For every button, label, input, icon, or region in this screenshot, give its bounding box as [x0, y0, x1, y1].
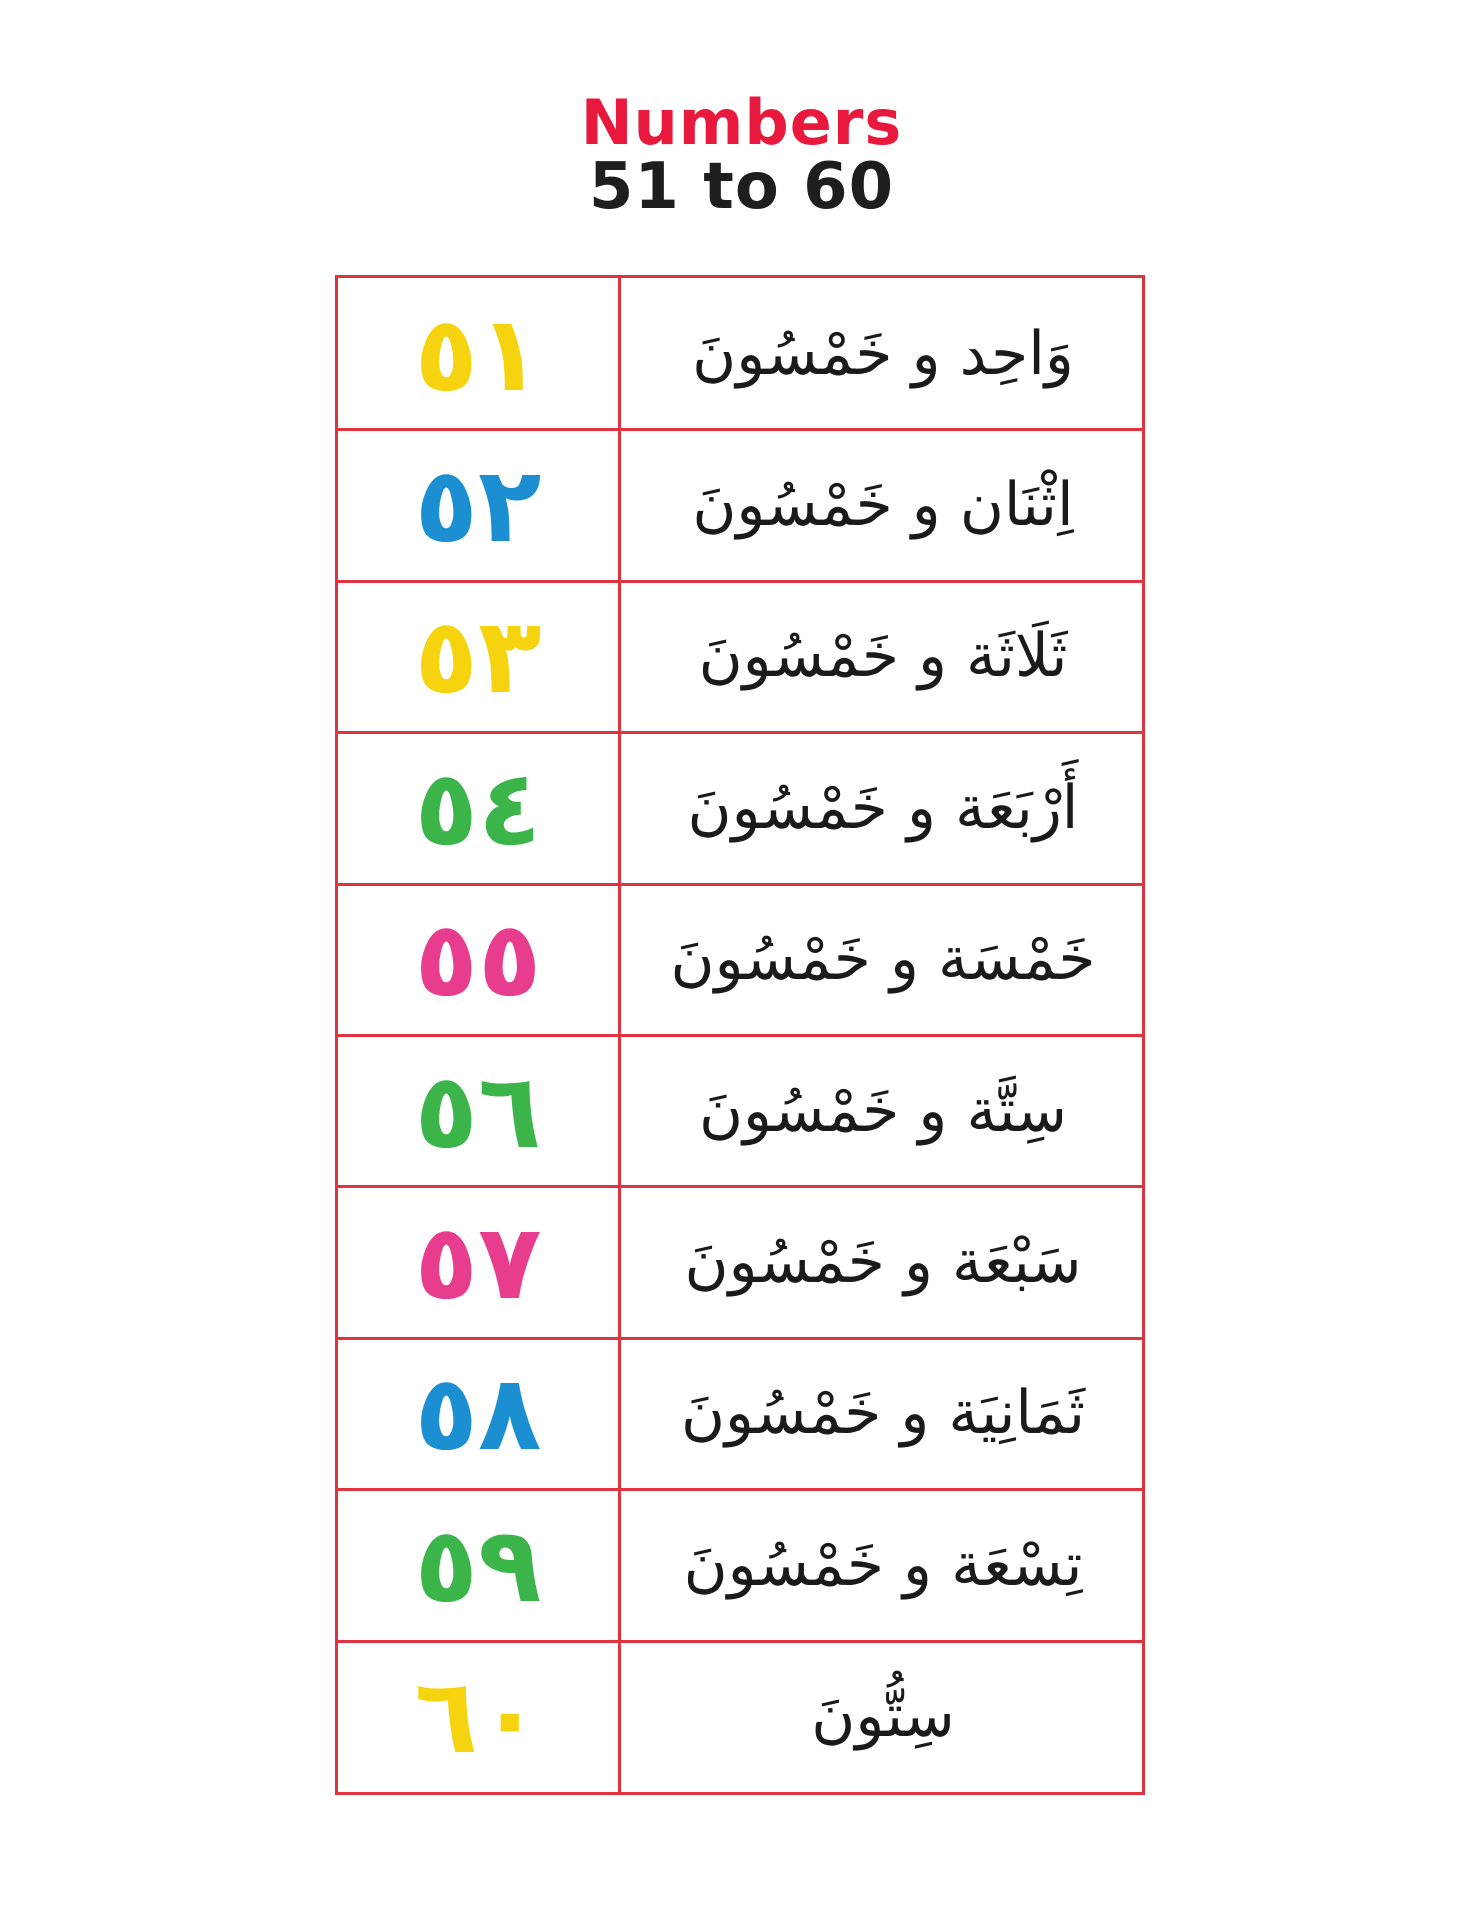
arabic-numeral: ٥٣ [414, 595, 542, 718]
title-numbers: Numbers [580, 86, 903, 159]
arabic-numeral: ٥٩ [414, 1503, 542, 1626]
table-row [338, 1035, 1142, 1186]
arabic-number-word: تِسْعَة و خَمْسُونَ [683, 1529, 1083, 1600]
arabic-number-word: ثَلَاثَة و خَمْسُونَ [698, 621, 1068, 692]
numbers-table [335, 275, 1145, 1795]
table-row [338, 732, 1142, 883]
table-row [338, 884, 1142, 1035]
table-row [338, 1489, 1142, 1640]
arabic-number-word: ثَمَانِيَة و خَمْسُونَ [680, 1378, 1086, 1449]
arabic-number-word: وَاحِد و خَمْسُونَ [692, 318, 1074, 389]
table-row [338, 1338, 1142, 1489]
arabic-numeral: ٥٨ [414, 1352, 542, 1475]
arabic-number-word: سِتَّة و خَمْسُونَ [698, 1075, 1068, 1146]
table-row [338, 278, 1142, 429]
arabic-number-word: خَمْسَة و خَمْسُونَ [670, 924, 1096, 995]
table-row [338, 1641, 1142, 1792]
page-title [0, 86, 1483, 224]
table-row [338, 1186, 1142, 1337]
arabic-number-word: اِثْنَان و خَمْسُونَ [692, 470, 1074, 541]
arabic-number-word: سِتُّونَ [811, 1681, 955, 1752]
arabic-numeral: ٥٥ [414, 898, 542, 1021]
arabic-number-word: سَبْعَة و خَمْسُونَ [684, 1227, 1082, 1298]
arabic-numeral: ٥٤ [414, 746, 542, 869]
table-row [338, 429, 1142, 580]
arabic-number-word: أَرْبَعَة و خَمْسُونَ [687, 772, 1079, 843]
arabic-numeral: ٦٠ [414, 1655, 542, 1778]
arabic-numeral: ٥٦ [414, 1049, 542, 1172]
arabic-numeral: ٥٢ [414, 444, 542, 567]
arabic-numeral: ٥٧ [414, 1201, 542, 1324]
title-range: 51 to 60 [588, 150, 895, 224]
table-row [338, 581, 1142, 732]
arabic-numeral: ٥١ [414, 292, 542, 415]
